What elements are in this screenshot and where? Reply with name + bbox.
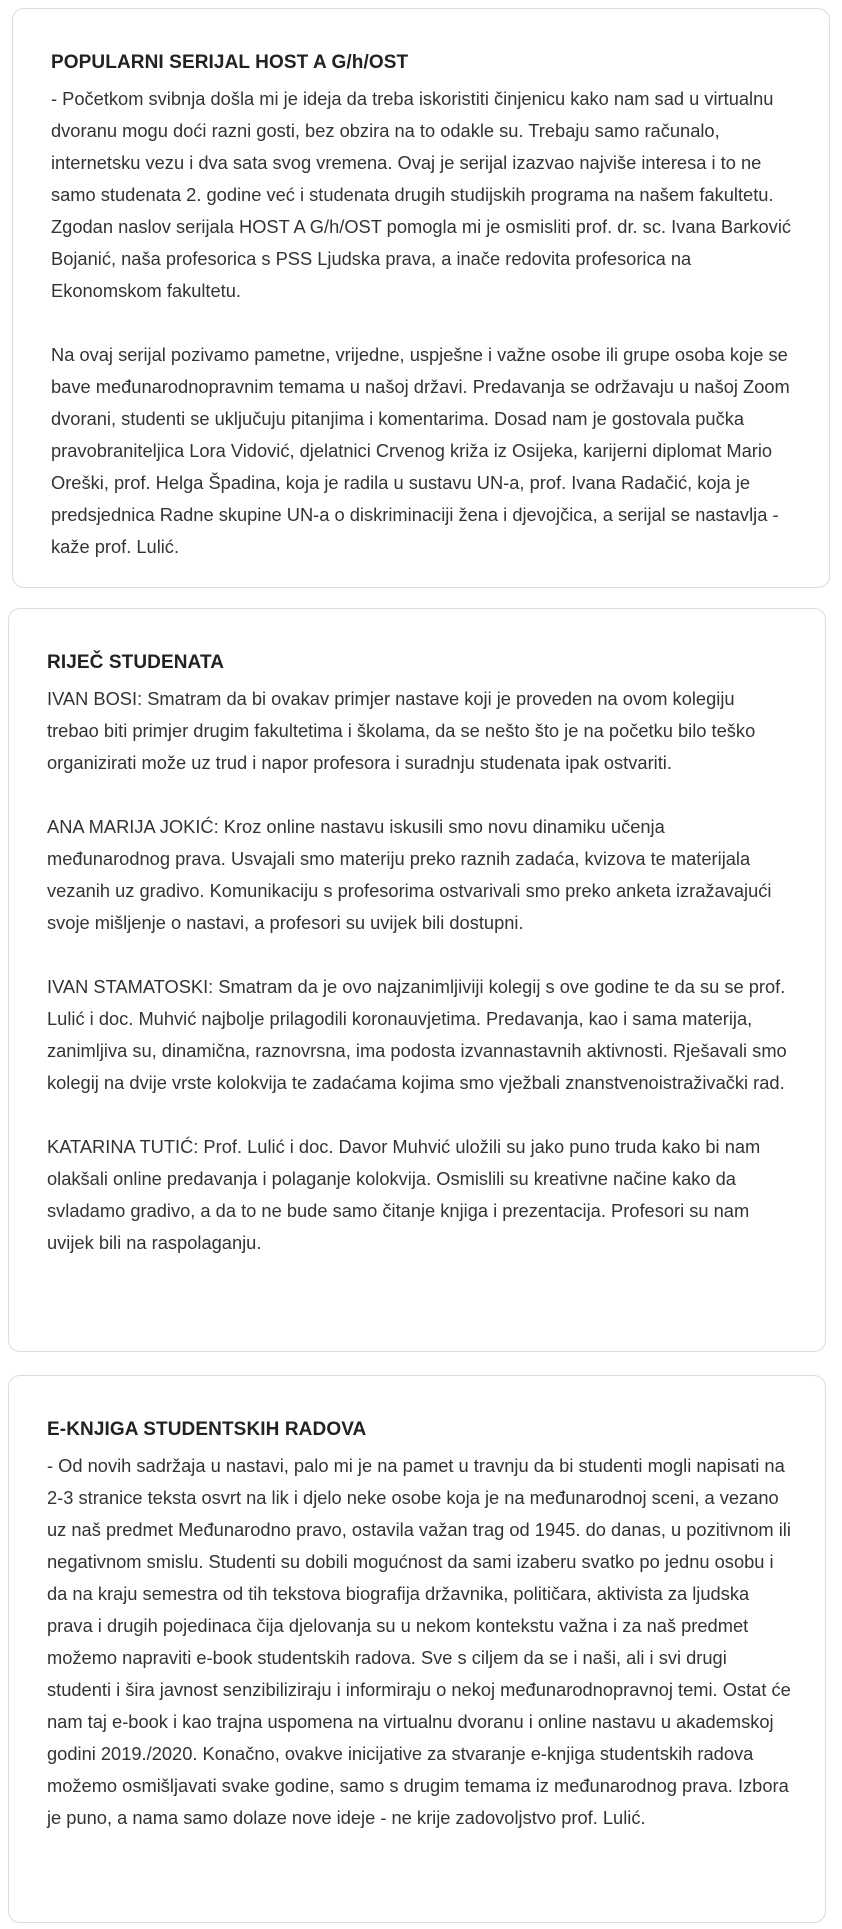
section-paragraph: - Od novih sadržaja u nastavi, palo mi je na pamet u travnju da bi studenti mogli napisati na 2-3 stranice teksta osvrt na lik i djelo neke osobe koja je na međunarodnoj sceni, a vezano uz naš predmet Međunarodno pravo, ostavila važan trag od 1945. do danas, u pozitivnom ili negativnom smislu. Studenti su dobili mogućnost da sami izaberu svatko po jednu osobu i da na kraju semestra od tih tekstova biografija državnika, političara, aktivista za ljudska prava i drugih pojedinaca čija djelovanja su u nekom kontekstu važna i za naš predmet možemo napraviti e-book studentskih radova. Sve s ciljem da se i naši, ali i svi drugi studenti i šira javnost senzibiliziraju i informiraju o nekoj međunarodnopravnoj temi. Ostat će nam taj e-book i kao trajna uspomena na virtualnu dvoranu i online nastavu u akademskoj godini 2019./2020. Konačno, ovakve inicijative za stvaranje e-knjiga studentskih radova možemo osmišljavati svake godine, samo s drugim temama iz međunarodnog prava. Izbora je puno, a nama samo dolaze nove ideje - ne krije zadovoljstvo prof. Lulić. <box>47 1455 791 1828</box>
student-quote-katarina-tutic: KATARINA TUTIĆ: Prof. Lulić i doc. Davor Muhvić uložili su jako puno truda kako bi nam olakšali online predavanja i polaganje kolokvija. Osmislili su kreativne načine kako da svladamo gradivo, a da to ne bude samo čitanje knjiga i prezentacija. Profesori su nam uvijek bili na raspolaganju. <box>47 1136 761 1253</box>
section-card-e-knjiga <box>8 1375 826 1923</box>
section-card-host-a-ghost <box>12 8 830 588</box>
section-title: E-KNJIGA STUDENTSKIH RADOVA <box>47 1419 367 1440</box>
section-paragraph: - Početkom svibnja došla mi je ideja da treba iskoristiti činjenicu kako nam sad u virtualnu dvoranu mogu doći razni gosti, bez obzira na to odakle su. Trebaju samo računalo, internetsku vezu i dva sata svog vremena. Ovaj je serijal izazvao najviše interesa i to ne samo studenata 2. godine već i studenata drugih studijskih programa na našem fakultetu. Zgodan naslov serijala HOST A G/h/OST pomogla mi je osmisliti prof. dr. sc. Ivana Barković Bojanić, naša profesorica s PSS Ljudska prava, a inače redovita profesorica na Ekonomskom fakultetu. <box>51 88 792 301</box>
section-title: RIJEČ STUDENATA <box>47 652 225 673</box>
student-quote-ana-marija-jokic: ANA MARIJA JOKIĆ: Kroz online nastavu iskusili smo novu dinamiku učenja međunarodnog prava. Usvajali smo materiju preko raznih zadaća, kvizova te materijala vezanih uz gradivo. Komunikaciju s profesorima ostvarivali smo preko anketa izražavajući svoje mišljenje o nastavi, a profesori su uvijek bili dostupni. <box>47 816 772 933</box>
section-card-rijec-studenata <box>8 608 826 1352</box>
section-title: POPULARNI SERIJAL HOST A G/h/OST <box>51 52 409 73</box>
student-quote-ivan-stamatoski: IVAN STAMATOSKI: Smatram da je ovo najzanimljiviji kolegij s ove godine te da su se prof. Lulić i doc. Muhvić najbolje prilagodili koronauvjetima. Predavanja, kao i sama materija, zanimljiva su, dinamična, raznovrsna, ima podosta izvannastavnih aktivnosti. Rješavali smo kolegij na dvije vrste kolokvija te zadaćama kojima smo vježbali znanstvenoistraživački rad. <box>47 976 787 1093</box>
section-paragraph: Na ovaj serijal pozivamo pametne, vrijedne, uspješne i važne osobe ili grupe osoba koje se bave međunarodnopravnim temama u našoj državi. Predavanja se održavaju u našoj Zoom dvorani, studenti se uključuju pitanjima i komentarima. Dosad nam je gostovala pučka pravobraniteljica Lora Vidović, djelatnici Crvenog križa iz Osijeka, karijerni diplomat Mario Oreški, prof. Helga Špadina, koja je radila u sustavu UN-a, prof. Ivana Radačić, koja je predsjednica Radne skupine UN-a o diskriminaciji žena i djevojčica, a serijal se nastavlja - kaže prof. Lulić. <box>51 344 790 557</box>
student-quote-ivan-bosi: IVAN BOSI: Smatram da bi ovakav primjer nastave koji je proveden na ovom kolegiju trebao biti primjer drugim fakultetima i školama, da se nešto što je na početku bilo teško organizirati može uz trud i napor profesora i suradnju studenata ipak ostvariti. <box>47 688 756 773</box>
